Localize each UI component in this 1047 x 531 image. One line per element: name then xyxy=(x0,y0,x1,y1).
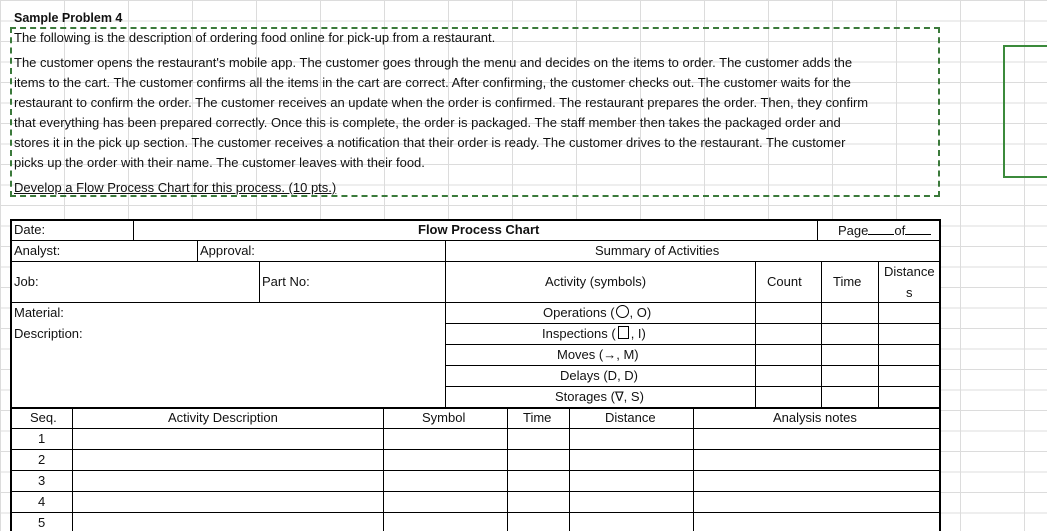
time-column-header: Time xyxy=(523,410,552,425)
problem-line: items to the cart. The customer confirms all the items in the cart are correct. After confirming, the customer checks out. The customer waits for the xyxy=(14,75,851,90)
moves-row: Moves (→, M) xyxy=(557,347,639,362)
activity-symbols-header: Activity (symbols) xyxy=(545,274,647,289)
page-number-blank[interactable] xyxy=(868,222,894,235)
storages-row: Storages (∇, S) xyxy=(555,389,644,404)
operations-row: Operations ( , O) xyxy=(543,305,652,320)
square-icon xyxy=(618,326,629,339)
approval-label: Approval: xyxy=(200,243,255,258)
distance-header-suffix: s xyxy=(906,285,913,300)
distance-header: Distance xyxy=(884,264,935,279)
distance-column-header: Distance xyxy=(605,410,656,425)
page-label: Page xyxy=(838,223,869,238)
problem-line: stores it in the pick up section. The customer receives a notification that their order is ready. The customer drives to the restaurant. The customer xyxy=(14,135,846,150)
time-header: Time xyxy=(833,274,862,289)
problem-title: Sample Problem 4 xyxy=(14,11,123,25)
selected-cell-range[interactable] xyxy=(1003,45,1047,178)
table-row: 4 xyxy=(38,494,46,509)
problem-task: Develop a Flow Process Chart for this process. (10 pts.) xyxy=(14,180,337,195)
part-no-label: Part No: xyxy=(262,274,310,289)
date-label: Date: xyxy=(14,222,46,237)
problem-intro: The following is the description of ordering food online for pick-up from a restaurant. xyxy=(14,30,496,45)
activity-description-header: Activity Description xyxy=(168,410,278,425)
count-header: Count xyxy=(767,274,802,289)
seq-header: Seq. xyxy=(30,410,57,425)
flow-process-chart-form xyxy=(10,219,941,531)
job-label: Job: xyxy=(14,274,39,289)
description-label: Description: xyxy=(14,326,83,341)
problem-line: restaurant to confirm the order. The customer receives an update when the order is confirmed. The restaurant prepares the order. Then, they confirm xyxy=(14,95,869,110)
table-row: 1 xyxy=(38,431,46,446)
symbol-header: Symbol xyxy=(422,410,466,425)
delays-row: Delays (D, D) xyxy=(560,368,639,383)
table-row: 3 xyxy=(38,473,46,488)
problem-line: that everything has been prepared correctly. Once this is complete, the order is packaged. The staff member then takes the packaged order and xyxy=(14,115,841,130)
material-label: Material: xyxy=(14,305,64,320)
problem-line: The customer opens the restaurant's mobile app. The customer goes through the menu and decides on the items to order. The customer adds the xyxy=(14,55,853,70)
table-row: 2 xyxy=(38,452,46,467)
summary-title: Summary of Activities xyxy=(595,243,720,258)
page-field xyxy=(838,222,931,238)
page-total-blank[interactable] xyxy=(905,222,931,235)
inspections-row: Inspections ( , I) xyxy=(542,326,646,341)
analysis-notes-header: Analysis notes xyxy=(773,410,857,425)
circle-icon xyxy=(616,305,629,318)
of-label: of xyxy=(894,223,906,238)
problem-text-box xyxy=(10,27,940,197)
problem-line: picks up the order with their name. The customer leaves with their food. xyxy=(14,155,425,170)
analyst-label: Analyst: xyxy=(14,243,61,258)
chart-title: Flow Process Chart xyxy=(418,222,540,237)
table-row: 5 xyxy=(38,515,46,530)
